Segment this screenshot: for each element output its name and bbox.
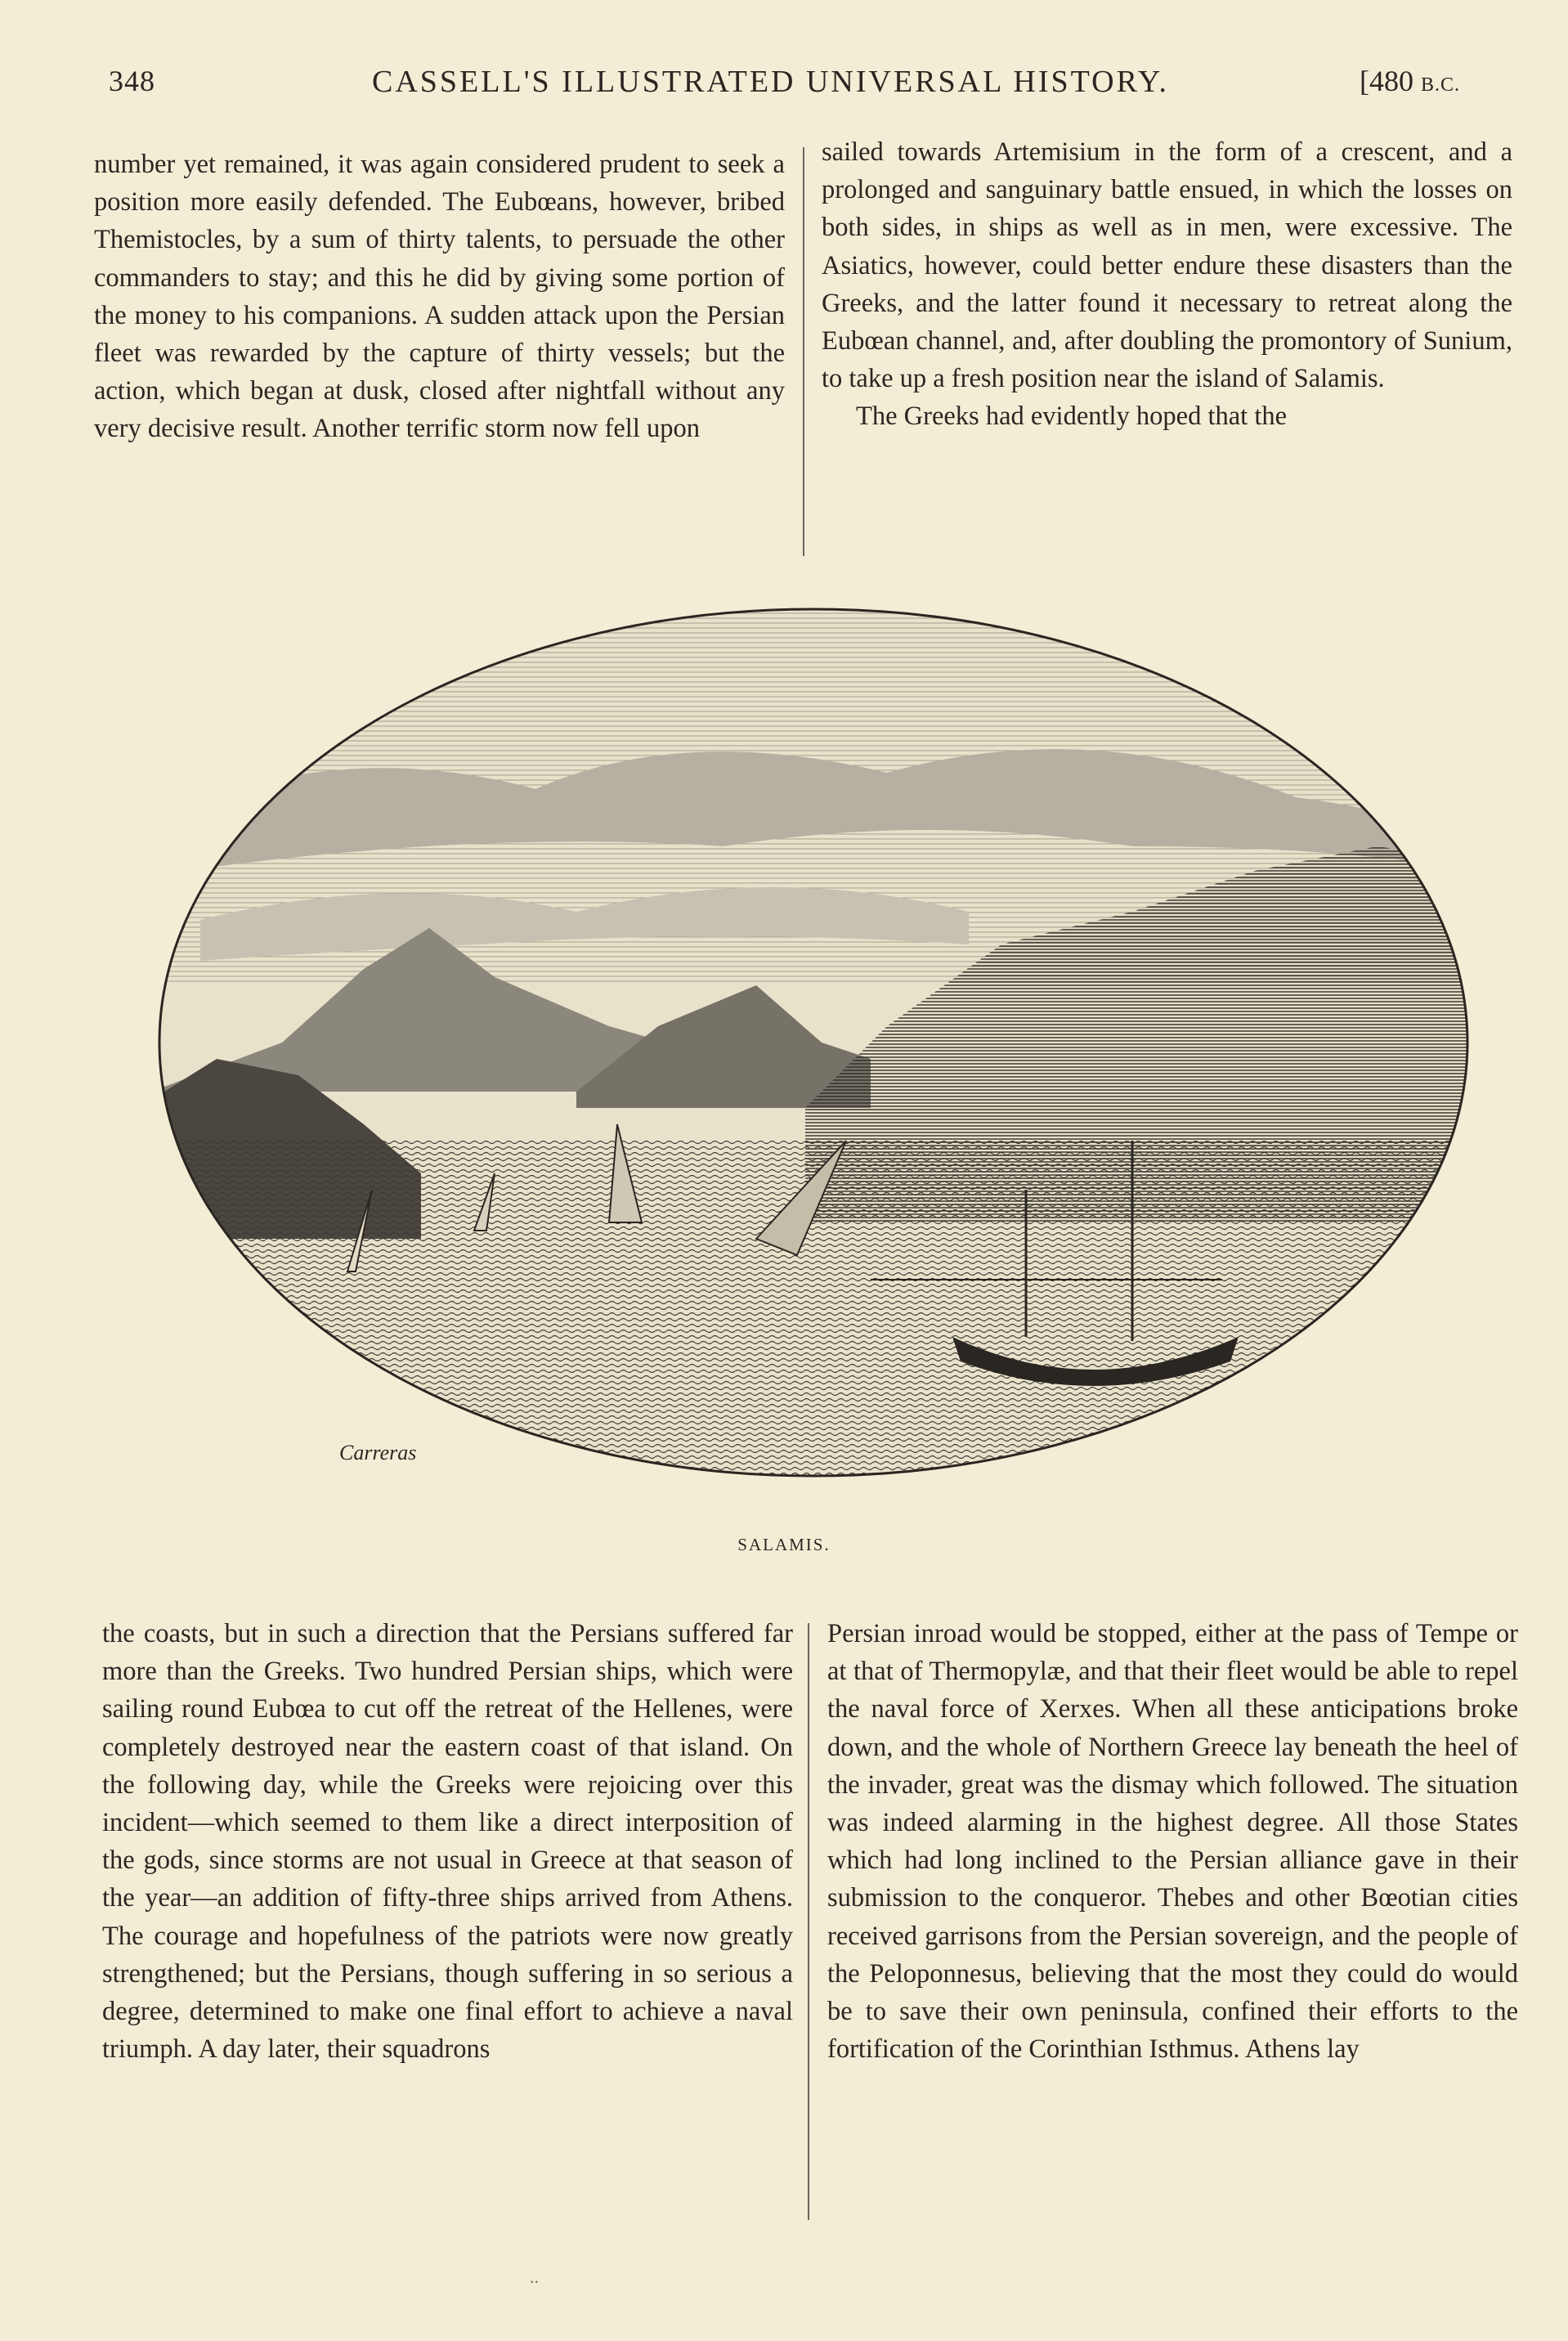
- text-column-bottom-left: [102, 1615, 793, 2068]
- stray-mark: ..: [530, 2267, 539, 2287]
- date-era: B.C.: [1421, 74, 1461, 96]
- page-header: [0, 64, 1568, 113]
- paragraph: Persian inroad would be stopped, either at the pass of Tempe or at that of Thermopylæ, and that their fleet would be able to repel the naval force of Xerxes. When all these anticipations broke down, and the whole of Northern Greece lay beneath the heel of the invader, great was the dismay which followed. The situation was indeed alarming in the highest degree. All those States which had long inclined to the Persian alliance gave in their submission to the conqueror. Thebes and other Bœotian cities received garrisons from the Persian sovereign, and the people of the Peloponnesus, believing that the most they could do would be to save their own peninsula, confined their efforts to the fortification of the Corinthian Isthmus. Athens lay: [827, 1619, 1518, 2065]
- date-marker: [1360, 64, 1460, 98]
- column-divider: [803, 147, 804, 556]
- figure-caption: SALAMIS.: [737, 1535, 831, 1554]
- paragraph: The Greeks had evidently hoped that the: [856, 401, 1288, 432]
- salamis-engraving: [151, 601, 1476, 1500]
- running-title: CASSELL'S ILLUSTRATED UNIVERSAL HISTORY.: [372, 65, 1169, 99]
- column-divider: [808, 1623, 809, 2220]
- engraver-signature: Carreras: [339, 1441, 417, 1464]
- text-column-top-left: [94, 146, 785, 448]
- text-column-top-right: [822, 133, 1512, 436]
- page-number: 348: [109, 65, 155, 97]
- paragraph: the coasts, but in such a direction that the Persians suffered far more than the Greeks. Two hundred Persian ships, which were sailing round Eubœa to cut off the retreat of the Hellenes, were completely destroyed near the eastern coast of that island. On the following day, while the Greeks were rejoicing over this incident—which seemed to them like a direct interposition of the gods, since storms are not usual in Greece at that season of the year—an addition of fifty-three ships arrived from Athens. The courage and hopefulness of the patriots were now greatly strengthened; but the Persians, though suffering in so serious a degree, determined to make one final effort to achieve a naval triumph. A day later, their squadrons: [102, 1619, 793, 2065]
- paragraph: sailed towards Artemisium in the form of a crescent, and a prolonged and sanguinary battle ensued, in which the losses on both sides, in ships as well as in men, were excessive. The Asiatics, however, could better endure these disasters than the Greeks, and the latter found it necessary to retreat along the Eubœan channel, and, after doubling the promontory of Sunium, to take up a fresh position near the island of Salamis.: [822, 137, 1512, 394]
- text-column-bottom-right: [827, 1615, 1518, 2068]
- paragraph: number yet remained, it was again considered prudent to seek a position more easily defended. The Eubœans, however, bribed Themistocles, by a sum of thirty talents, to persuade the other commanders to stay; and this he did by giving some portion of the money to his companions. A sudden attack upon the Persian fleet was rewarded by the capture of thirty vessels; but the action, which began at dusk, closed after nightfall without any very decisive result. Another terrific storm now fell upon: [94, 150, 785, 444]
- date-year: [480: [1360, 65, 1413, 97]
